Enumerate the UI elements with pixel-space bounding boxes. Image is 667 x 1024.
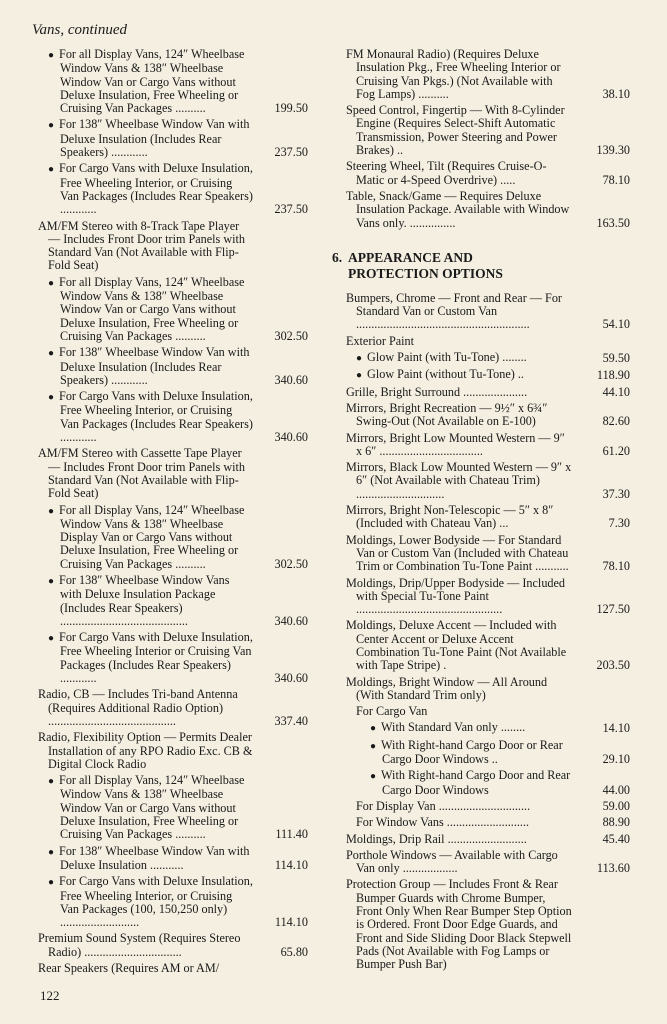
price-entry <box>346 878 630 971</box>
price-entry <box>346 619 630 672</box>
section-number: 6. <box>332 249 343 265</box>
entry-text <box>38 845 260 873</box>
entry-price: 29.10 <box>602 752 630 767</box>
price-entry <box>346 160 630 187</box>
entry-text <box>346 619 580 672</box>
entry-price: 78.10 <box>602 172 630 187</box>
price-entry <box>38 276 308 343</box>
entry-price: 340.60 <box>274 671 308 686</box>
entry-text <box>346 769 580 797</box>
entry-text <box>346 816 580 829</box>
bullet-icon: ● <box>356 353 363 365</box>
entry-text <box>38 220 260 273</box>
entry-price: 237.50 <box>274 202 308 217</box>
entry-price: 65.80 <box>280 944 308 959</box>
entry-price: 337.40 <box>274 713 308 728</box>
entry-label: Speed Control, Fingertip — With 8-Cylinder Engine (Requires Select-Shift Automatic Transmission, Power Steering and Power Brakes) .. <box>346 103 565 158</box>
price-entry <box>346 190 630 230</box>
entry-label: Protection Group — Includes Front & Rear Bumper Guards with Chrome Bumper, Front Only When Rear Bumper Step Option is Ordered. Front Door Edge Guards, and Front and Side Sliding Door Black Stepwell Pads (Not Available with Fog Lamps or Bumper Push Bar) <box>346 877 572 972</box>
entry-text <box>346 402 580 429</box>
entry-text <box>38 276 260 343</box>
entry-text <box>346 739 580 767</box>
entry-text <box>346 534 580 574</box>
price-entry <box>38 875 308 929</box>
entry-price: 82.60 <box>602 414 630 429</box>
entry-label: FM Monaural Radio) (Requires Deluxe Insulation Pkg., Free Wheeling Interior or Cruising Van Pkgs.) (Not Available with Fog Lamps) .......... <box>346 47 561 101</box>
bullet-icon: ● <box>48 277 55 289</box>
price-entry <box>346 676 630 703</box>
entry-price: 302.50 <box>274 556 308 571</box>
entry-label: For Cargo Vans with Deluxe Insulation, Free Wheeling Interior, or Cruising Van Packages (Includes Rear Speakers) ............ <box>59 389 253 445</box>
price-entry <box>38 346 308 387</box>
entry-price: 113.60 <box>596 861 630 876</box>
price-entry <box>346 534 630 574</box>
price-entry <box>346 432 630 459</box>
entry-label: AM/FM Stereo with Cassette Tape Player — Includes Front Door trim Panels with Standard Van (Not Available with Flip-Fold Seat) <box>38 446 246 501</box>
entry-text <box>346 461 580 501</box>
entry-price: 163.50 <box>596 215 630 230</box>
entry-label: For 138″ Wheelbase Window Van with Deluxe Insulation (Includes Rear Speakers) ............ <box>59 117 250 160</box>
entry-price: 302.50 <box>274 328 308 343</box>
entry-text <box>38 731 260 771</box>
price-entry <box>38 504 308 571</box>
price-entry <box>38 774 308 841</box>
section-title-line2: PROTECTION OPTIONS <box>348 265 503 281</box>
entry-label: Glow Paint (with Tu-Tone) ........ <box>367 350 527 365</box>
entry-text <box>38 162 260 216</box>
section-title-line1: APPEARANCE AND <box>348 249 473 265</box>
page-header: Vans, continued <box>32 22 127 38</box>
price-entry <box>346 739 630 767</box>
bullet-icon: ● <box>48 633 55 645</box>
entry-label: Bumpers, Chrome — Front and Rear — For Standard Van or Custom Van ......................................................... <box>346 290 562 332</box>
entry-text <box>346 292 580 332</box>
entry-text <box>346 335 580 348</box>
bullet-icon: ● <box>48 392 55 404</box>
entry-price: 111.40 <box>275 827 308 842</box>
entry-text <box>346 48 580 101</box>
entry-text <box>38 504 260 571</box>
price-entry <box>346 402 630 429</box>
entry-price: 114.10 <box>274 857 308 872</box>
entry-text <box>346 833 580 846</box>
price-entry <box>346 368 630 382</box>
price-entry <box>38 932 308 959</box>
entry-price: 340.60 <box>274 430 308 445</box>
price-entry <box>346 577 630 617</box>
entry-text <box>346 504 580 531</box>
entry-price: 340.60 <box>274 372 308 387</box>
price-entry <box>346 48 630 101</box>
left-column <box>38 48 308 978</box>
entry-text <box>346 878 580 971</box>
bullet-icon: ● <box>48 50 55 61</box>
price-entry <box>346 721 630 735</box>
entry-label: For Cargo Vans with Deluxe Insulation, Free Wheeling Interior, or Cruising Van Packages (Includes Rear Speakers) ............ <box>59 161 253 217</box>
entry-text <box>346 721 580 735</box>
entry-label: Moldings, Drip/Upper Bodyside — Included with Special Tu-Tone Paint ................................................ <box>346 575 566 617</box>
bullet-icon: ● <box>370 723 377 735</box>
price-entry <box>346 504 630 531</box>
entry-price: 139.30 <box>596 143 630 158</box>
entry-price: 45.40 <box>602 831 630 846</box>
entry-price: 127.50 <box>596 602 630 617</box>
entry-text <box>346 676 580 703</box>
entry-label: Rear Speakers (Requires AM or AM/ <box>38 961 220 975</box>
price-entry <box>346 351 630 365</box>
entry-text <box>346 104 580 157</box>
bullet-icon: ● <box>48 120 55 132</box>
entry-text <box>38 932 260 959</box>
price-entry <box>38 447 308 500</box>
entry-label: For Cargo Van <box>356 704 428 719</box>
price-entry <box>346 769 630 797</box>
price-entry <box>38 390 308 444</box>
entry-label: For Window Vans ........................... <box>356 815 530 830</box>
price-entry <box>346 849 630 876</box>
price-entry <box>38 220 308 273</box>
bullet-icon: ● <box>48 776 55 788</box>
entry-price: 14.10 <box>602 721 630 736</box>
bullet-icon: ● <box>48 164 55 176</box>
entry-label: For all Display Vans, 124″ Wheelbase Window Vans & 138″ Wheelbase Window Van or Cargo Vans without Deluxe Insulation, Free Wheeling or Cruising Van Packages .......... <box>59 47 245 116</box>
entry-price: 203.50 <box>596 658 630 673</box>
entry-label: For Cargo Vans with Deluxe Insulation, Free Wheeling Interior or Cruising Van Packages (Includes Rear Speakers) ............ <box>59 630 253 686</box>
entry-text <box>38 346 260 387</box>
price-entry <box>38 118 308 159</box>
entry-price: 237.50 <box>274 145 308 160</box>
bullet-icon: ● <box>370 740 377 752</box>
price-entry <box>346 104 630 157</box>
section-title <box>332 250 630 282</box>
entry-label: Mirrors, Bright Non-Telescopic — 5″ x 8″ (Included with Chateau Van) ... <box>346 503 554 531</box>
entry-label: With Standard Van only ........ <box>381 720 526 735</box>
entry-text <box>38 875 260 929</box>
price-entry <box>346 461 630 501</box>
right-column <box>332 47 630 975</box>
price-entry <box>346 386 630 399</box>
entry-label: For 138″ Wheelbase Window Van with Deluxe Insulation ........... <box>59 843 250 872</box>
entry-label: Grille, Bright Surround ..................... <box>346 384 528 399</box>
price-entry <box>346 292 630 332</box>
entry-text <box>346 577 580 617</box>
entry-price: 44.00 <box>602 782 630 797</box>
price-entry <box>38 631 308 685</box>
entry-price: 88.90 <box>602 815 630 830</box>
entry-label: AM/FM Stereo with 8-Track Tape Player — Includes Front Door trim Panels with Standard Van (Not Available with Flip-Fold Seat) <box>38 218 246 273</box>
price-entry <box>38 962 308 975</box>
entry-label: Mirrors, Black Low Mounted Western — 9″ x 6″ (Not Available with Chateau Trim) ............................. <box>346 460 572 501</box>
entry-price: 59.50 <box>602 351 630 366</box>
entry-label: For 138″ Wheelbase Window Van with Deluxe Insulation (Includes Rear Speakers) ............ <box>59 345 250 387</box>
entry-label: For all Display Vans, 124″ Wheelbase Window Vans & 138″ Wheelbase Display Van or Cargo Vans without Deluxe Insulation, Free Wheeling or Cruising Van Packages .......... <box>59 502 245 571</box>
entry-text <box>38 688 260 728</box>
price-entry <box>38 845 308 873</box>
entry-text <box>346 160 580 187</box>
page-number: 122 <box>40 988 60 1003</box>
entry-text <box>346 800 580 813</box>
entry-label: Table, Snack/Game — Requires Deluxe Insulation Package. Available with Window Vans only. ............... <box>346 188 570 230</box>
bullet-icon: ● <box>48 846 55 858</box>
entry-text <box>38 574 260 628</box>
bullet-icon: ● <box>356 370 363 382</box>
entry-label: For all Display Vans, 124″ Wheelbase Window Vans & 138″ Wheelbase Window Van or Cargo Vans without Deluxe Insulation, Free Wheeling or Cruising Van Packages .......... <box>59 773 245 842</box>
bullet-icon: ● <box>48 505 55 517</box>
entry-text <box>346 849 580 876</box>
entry-text <box>346 351 580 365</box>
entry-text <box>38 48 260 115</box>
bullet-icon: ● <box>370 771 377 783</box>
entry-text <box>346 368 580 382</box>
entry-label: Moldings, Drip Rail .......................... <box>346 831 527 846</box>
entry-label: For Cargo Vans with Deluxe Insulation, Free Wheeling Interior, or Cruising Van Packages (100, 150,250 only) .......................... <box>59 874 253 930</box>
entry-price: 78.10 <box>602 559 630 574</box>
entry-text <box>346 432 580 459</box>
entry-label: With Right-hand Cargo Door and Rear Cargo Door Windows <box>381 768 571 797</box>
entry-price: 61.20 <box>602 443 630 458</box>
entry-label: Glow Paint (without Tu-Tone) .. <box>367 367 524 382</box>
entry-text <box>38 447 260 500</box>
price-entry <box>346 816 630 829</box>
entry-label: Steering Wheel, Tilt (Requires Cruise-O-Matic or 4-Speed Overdrive) ..... <box>346 159 547 187</box>
entry-price: 114.10 <box>274 915 308 930</box>
price-entry <box>346 335 630 348</box>
price-entry <box>346 705 630 718</box>
price-entry <box>38 48 308 115</box>
price-entry <box>346 833 630 846</box>
entry-text <box>346 705 580 718</box>
entry-label: Mirrors, Bright Recreation — 9½″ x 6¾″ Swing-Out (Not Available on E-100) <box>346 400 548 429</box>
entry-label: With Right-hand Cargo Door or Rear Cargo Door Windows .. <box>381 737 563 767</box>
entry-label: Moldings, Lower Bodyside — For Standard Van or Custom Van (Included with Chateau Trim or Combination Tu-Tone Paint ........... <box>346 532 569 574</box>
entry-price: 199.50 <box>274 101 308 116</box>
entry-text <box>38 774 260 841</box>
entry-text <box>346 190 580 230</box>
entry-price: 7.30 <box>608 516 630 531</box>
entry-price: 37.30 <box>602 486 630 501</box>
bullet-icon: ● <box>48 348 55 360</box>
price-entry <box>38 162 308 216</box>
entry-text <box>346 386 580 399</box>
price-entry <box>38 731 308 771</box>
entry-label: Premium Sound System (Requires Stereo Radio) ................................ <box>38 931 241 959</box>
entry-label: Moldings, Deluxe Accent — Included with Center Accent or Deluxe Accent Combination Tu-Tone Paint (Not Available with Tape Stripe) . <box>346 618 567 673</box>
bullet-icon: ● <box>48 575 55 587</box>
entry-text <box>38 962 260 975</box>
price-entry <box>38 688 308 728</box>
price-entry <box>38 574 308 628</box>
entry-text <box>38 631 260 685</box>
entry-price: 38.10 <box>602 86 630 101</box>
entry-label: Exterior Paint <box>346 333 415 348</box>
entry-label: Radio, Flexibility Option — Permits Dealer Installation of any RPO Radio Exc. CB & Digital Clock Radio <box>38 730 253 771</box>
entry-price: 340.60 <box>274 613 308 628</box>
entry-price: 54.10 <box>602 317 630 332</box>
entry-price: 59.00 <box>602 798 630 813</box>
entry-label: Mirrors, Bright Low Mounted Western — 9″ x 6″ .................................. <box>346 430 565 458</box>
entry-text <box>38 118 260 159</box>
entry-label: For 138″ Wheelbase Window Vans with Deluxe Insulation Package (Includes Rear Speakers) .......................................... <box>59 572 230 628</box>
right-column-top <box>346 48 630 230</box>
bullet-icon: ● <box>48 877 55 889</box>
entry-label: Porthole Windows — Available with Cargo Van only .................. <box>346 847 558 876</box>
price-entry <box>346 800 630 813</box>
entry-price: 118.90 <box>596 368 630 383</box>
right-column-bottom <box>346 292 630 972</box>
entry-label: For all Display Vans, 124″ Wheelbase Window Vans & 138″ Wheelbase Window Van or Cargo Vans without Deluxe Insulation, Free Wheeling or Cruising Van Packages .......... <box>59 274 245 343</box>
entry-label: Moldings, Bright Window — All Around (With Standard Trim only) <box>346 674 548 702</box>
entry-label: For Display Van .............................. <box>356 798 531 813</box>
entry-text <box>38 390 260 444</box>
entry-price: 44.10 <box>602 384 630 399</box>
entry-label: Radio, CB — Includes Tri-band Antenna (Requires Additional Radio Option) .......................................... <box>38 687 238 728</box>
